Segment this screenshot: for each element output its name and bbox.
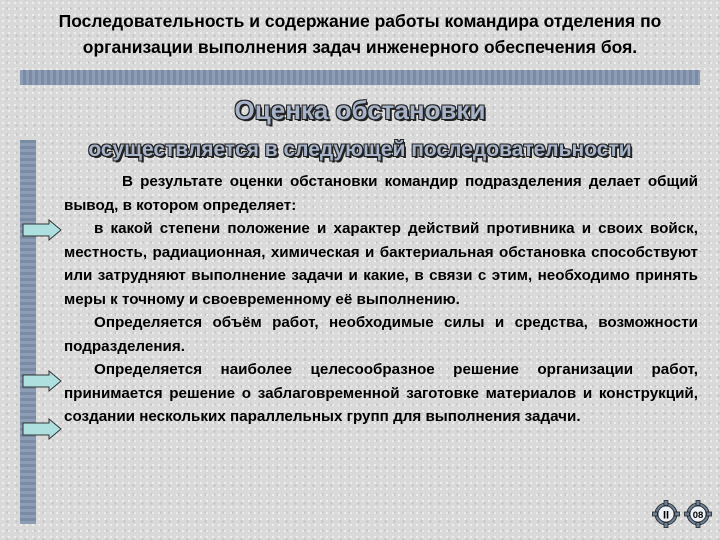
- paragraph-point-1: в какой степени положение и характер действий противника и своих войск, местность, радиационная, химическая и бактериальная обстановка способствуют или затрудняют выполнение задачи и какие, в связи с этим, необходимо принять меры к точному и своевременному её выполнению.: [64, 220, 698, 308]
- section-subtitle: осуществляется в следующей последовательности: [88, 138, 632, 161]
- paragraph-point-3: Определяется наиболее целесообразное решение организации работ, принимается решение о заблаговременной заготовке материалов и конструкций, создании нескольких параллельных групп для выполнения задачи.: [64, 361, 698, 425]
- gear-icon: [684, 500, 712, 528]
- paragraph-point-2: Определяется объём работ, необходимые силы и средства, возможности подразделения.: [64, 314, 698, 355]
- nav-left-label: II: [662, 509, 670, 522]
- bullet-arrow-icon: [22, 370, 62, 392]
- decorative-side-bar: [20, 140, 36, 524]
- bullet-arrow-icon: [22, 219, 62, 241]
- bullet-arrow-icon: [22, 418, 62, 440]
- nav-gear-left-button[interactable]: [652, 500, 680, 528]
- nav-gear-right-button[interactable]: [684, 500, 712, 528]
- section-title: Оценка обстановки: [234, 95, 486, 125]
- gear-icon: [652, 500, 680, 528]
- nav-right-label: 08: [692, 510, 704, 521]
- decorative-band: [20, 70, 700, 85]
- paragraph-intro: В результате оценки обстановки командир подразделения делает общий вывод, в котором определяет:: [64, 173, 698, 214]
- content-body: [64, 170, 698, 429]
- slide-header: Последовательность и содержание работы командира отделения по организации выполнения задач инженерного обеспечения боя.: [58, 11, 662, 57]
